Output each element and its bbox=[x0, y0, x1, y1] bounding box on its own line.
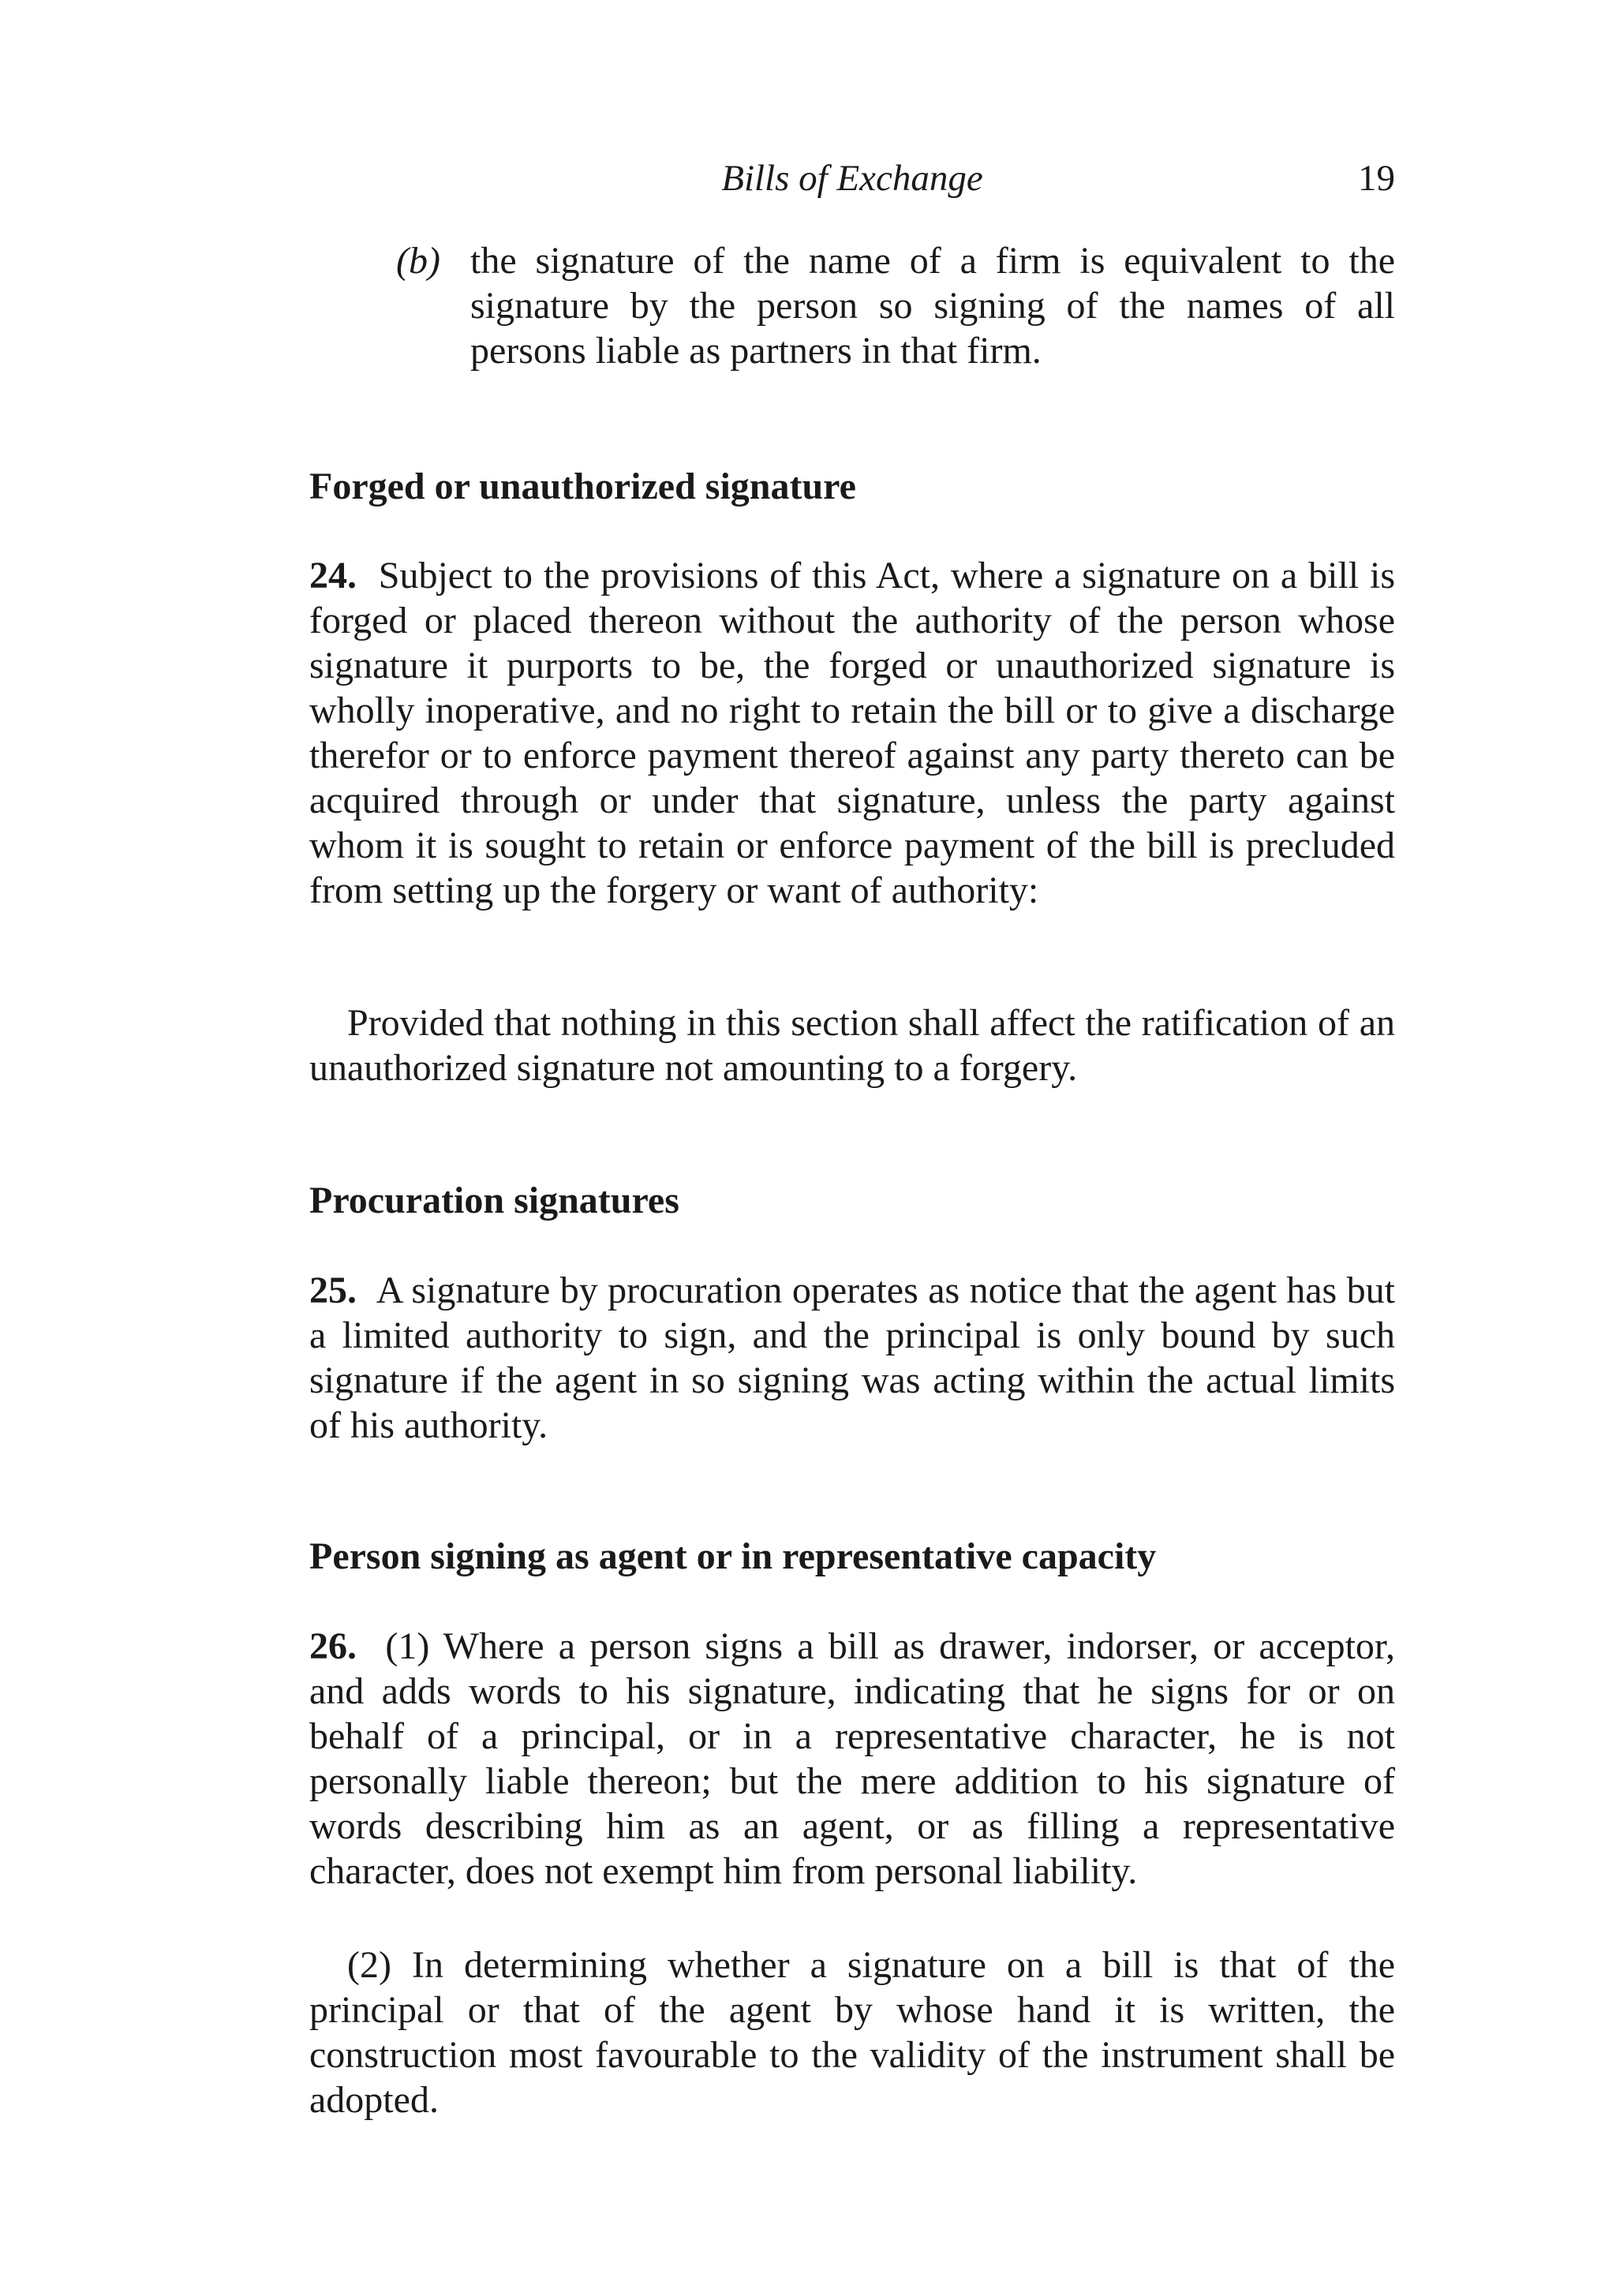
section-heading-25: Procuration signatures bbox=[309, 1180, 679, 1221]
section-26-text bbox=[309, 1624, 1395, 1894]
section-25-text bbox=[309, 1268, 1395, 1448]
section-number: 25. bbox=[309, 1270, 357, 1311]
section-24-text bbox=[309, 553, 1395, 913]
section-number: 24. bbox=[309, 555, 357, 596]
section-heading-26: Person signing as agent or in representative capacity bbox=[309, 1535, 1157, 1577]
paragraph-b bbox=[396, 238, 1395, 373]
section-body: Subject to the provisions of this Act, where a signature on a bill is forged or placed thereon without the authority of the person whose signature it purports to be, the forged or unauthorized signature is wholly inoperative, and no right to retain the bill or to give a discharge therefor or to enforce payment thereof against any party thereto can be acquired through or under that signature, unless the party against whom it is sought to retain or enforce payment of the bill is precluded from setting up the forgery or want of authority: bbox=[309, 555, 1396, 911]
subsection-2: (2) In determining whether a signature on a bill is that of the principal or that of the agent by whose hand it is written, the construction most favourable to the validity of the instrument shall be adopted. bbox=[309, 1944, 1395, 2121]
section-26-sub1 bbox=[309, 1624, 1395, 1894]
running-title: Bills of Exchange bbox=[721, 158, 983, 199]
section-25 bbox=[309, 1268, 1395, 1448]
section-24-proviso bbox=[309, 1000, 1395, 1090]
section-26-sub2 bbox=[309, 1943, 1395, 2122]
paragraph-label: (b) bbox=[396, 240, 440, 282]
proviso-text: Provided that nothing in this section shall affect the ratification of an unauthorized signature not amounting to a forgery. bbox=[309, 1002, 1395, 1089]
section-body: A signature by procuration operates as notice that the agent has but a limited authority to sign, and the principal is only bound by such signature if the agent in so signing was acting within the actual limits of his authority. bbox=[309, 1270, 1396, 1446]
section-heading-24: Forged or unauthorized signature bbox=[309, 466, 856, 507]
paragraph-text: the signature of the name of a firm is equivalent to the signature by the person so signing of the names of all persons liable as partners in that firm. bbox=[470, 240, 1395, 372]
section-number: 26. bbox=[309, 1625, 357, 1667]
subsection-1: (1) Where a person signs a bill as drawer, indorser, or acceptor, and adds words to his signature, indicating that he signs for or on behalf of a principal, or in a representative character, he is not personally liable thereon; but the mere addition to his signature of words describing him as an agent, or as filling a representative character, does not exempt him from personal liability. bbox=[309, 1625, 1395, 1892]
running-header bbox=[309, 155, 1395, 202]
page-number: 19 bbox=[1358, 158, 1395, 199]
section-24 bbox=[309, 553, 1395, 913]
